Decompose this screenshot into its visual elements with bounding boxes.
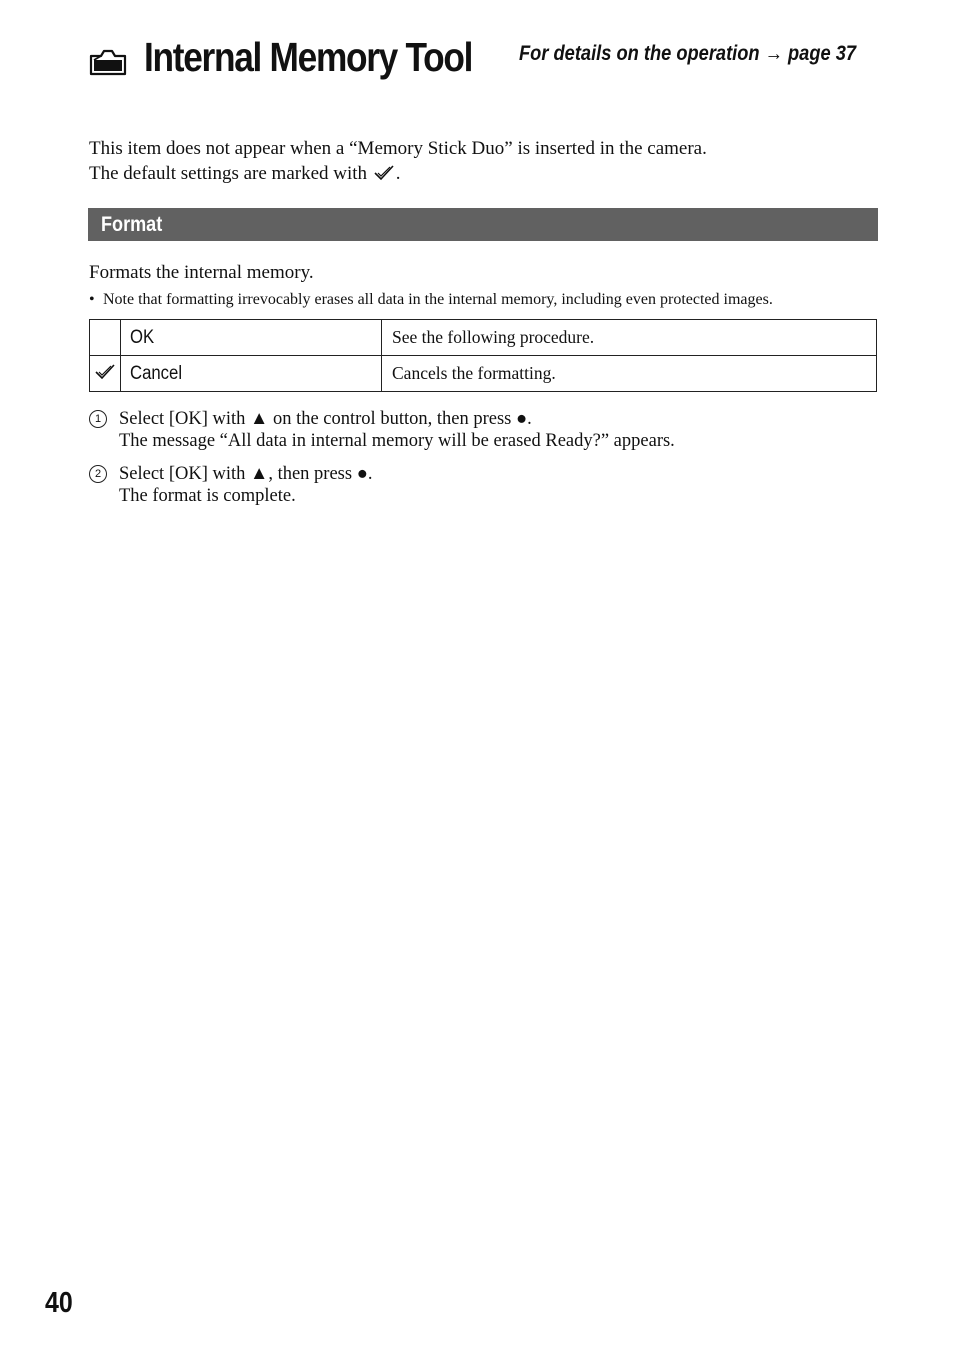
format-note [89, 289, 773, 310]
page-title: Internal Memory Tool [144, 34, 473, 80]
step-number: 1 [89, 410, 107, 428]
intro-line-1: This item does not appear when a “Memory Stick Duo” is inserted in the camera. [89, 138, 707, 159]
setup-camera-icon [88, 44, 128, 76]
default-marker-cell [90, 356, 121, 392]
page-number: 40 [45, 1287, 73, 1319]
option-label-cell [121, 356, 382, 392]
format-options-table [89, 319, 877, 392]
section-header-format [88, 208, 878, 241]
step-result: The format is complete. [119, 486, 296, 506]
section-description: Formats the internal memory. [89, 262, 314, 283]
note-bullet: • [89, 291, 95, 308]
operation-page-reference[interactable]: For details on the operation → page 37 [519, 42, 857, 65]
section-title: Format [101, 213, 163, 236]
step-1 [89, 408, 675, 452]
step-instruction: Select [OK] with ▲ on the control button, then press ●. [119, 409, 532, 429]
default-marker-cell [90, 320, 121, 356]
intro-line-2-end: . [395, 163, 401, 184]
intro-line-2 [89, 161, 707, 186]
step-number: 2 [89, 465, 107, 483]
option-description: See the following procedure. [382, 320, 877, 356]
table-row [90, 320, 877, 356]
intro-line-2-text: The default settings are marked with [89, 163, 368, 184]
option-description: Cancels the formatting. [382, 356, 877, 392]
option-label: OK [130, 326, 155, 348]
step-result: The message “All data in internal memory will be erased Ready?” appears. [119, 431, 675, 451]
step-2 [89, 463, 373, 507]
intro-text [89, 136, 707, 186]
step-instruction: Select [OK] with ▲, then press ●. [119, 464, 373, 484]
note-text: Note that formatting irrevocably erases all data in the internal memory, including even protected images. [103, 291, 773, 308]
option-label: Cancel [130, 362, 183, 384]
table-row [90, 356, 877, 392]
default-check-icon [94, 363, 116, 380]
default-check-icon [373, 164, 395, 181]
option-label-cell [121, 320, 382, 356]
